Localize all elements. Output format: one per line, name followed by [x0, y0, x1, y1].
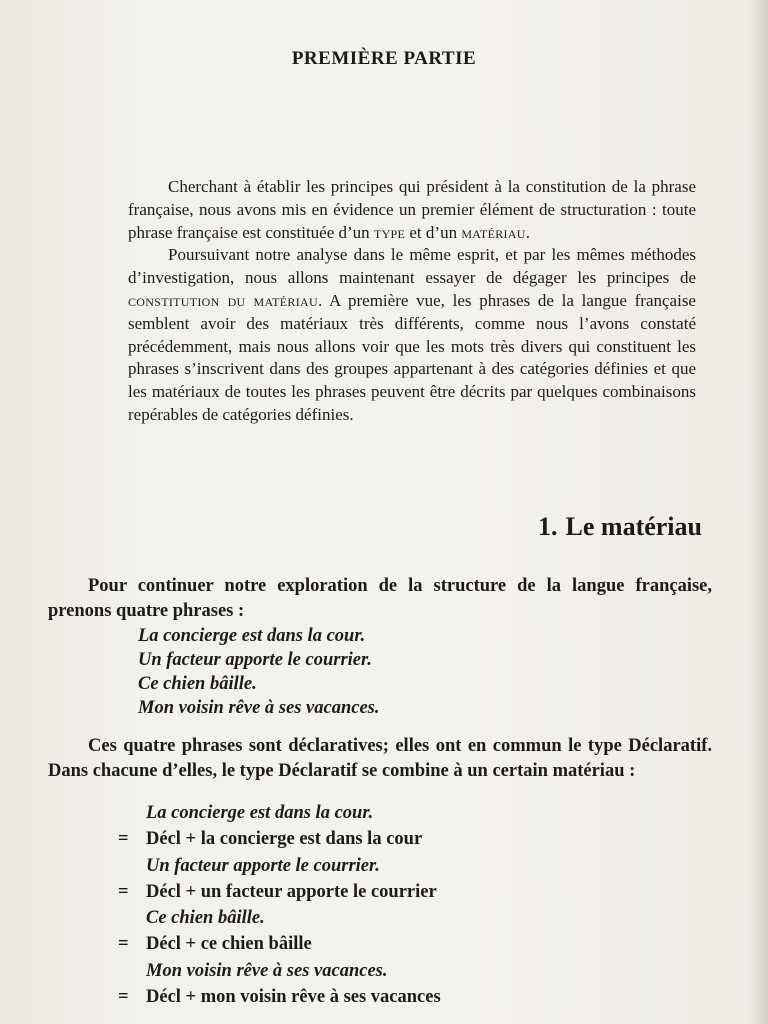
example-sentence: Un facteur apporte le courrier. — [138, 650, 372, 670]
analysis-list — [118, 800, 441, 1010]
example-sentence: La concierge est dans la cour. — [138, 626, 366, 646]
intro-text — [128, 176, 696, 427]
analysis-formula-row — [118, 984, 441, 1010]
equals-sign: = — [118, 829, 129, 850]
analysis-formula: Décl + mon voisin rêve à ses vacances — [146, 987, 441, 1008]
intro-p2-text-b: . A première vue, les phrases de la langue française semblent avoir des matériaux très différents, comme nous l’avons constaté précédemment, mais nous allons voir que les mots très divers qui constituent les phrases s’inscrivent dans des groupes appartenant à des catégories définies et que les matériaux de toutes les phrases peuvent être décrits par quelques combinaisons repérables de catégories définies. — [128, 290, 696, 424]
intro-p1-text-a: Cherchant à établir les principes qui président à la constitution de la phrase française, nous avons mis en évidence un premier élément de structuration : toute phrase française est constituée d’un — [128, 177, 696, 242]
analysis-formula: Décl + ce chien bâille — [146, 934, 312, 955]
equals-sign: = — [118, 987, 129, 1008]
analysis-sentence: Mon voisin rêve à ses vacances. — [146, 960, 388, 981]
intro-p1-text-c: . — [525, 222, 530, 242]
example-sentence: Mon voisin rêve à ses vacances. — [138, 698, 380, 718]
intro-p2-text-a: Poursuivant notre analyse dans le même esprit, et par les mêmes méthodes d’investigation, nous allons maintenant essayer de dégager les principes de — [128, 245, 696, 288]
analysis-formula-row — [118, 879, 441, 905]
example-sentences — [138, 624, 380, 720]
term-type: type — [373, 222, 406, 242]
analysis-sentence: Ce chien bâille. — [146, 908, 265, 929]
lead-paragraph-1 — [48, 574, 712, 624]
analysis-formula: Décl + la concierge est dans la cour — [146, 829, 423, 850]
analysis-sentence: Un facteur apporte le courrier. — [146, 855, 380, 876]
equals-sign: = — [118, 881, 129, 902]
section-heading — [538, 512, 702, 542]
intro-p1-text-b: et d’un — [405, 222, 462, 242]
intro-paragraph-1 — [128, 176, 696, 244]
term-constitution-du-materiau: constitution du matériau — [128, 290, 318, 310]
section-number: 1. — [538, 512, 558, 541]
intro-paragraph-2 — [128, 244, 696, 426]
lead-2-text: Ces quatre phrases sont déclaratives; elles ont en commun le type Déclaratif. Dans chacune d’elles, le type Déclaratif se combine à un certain matériau : — [48, 736, 712, 781]
example-sentence: Ce chien bâille. — [138, 674, 257, 694]
analysis-sentence: La concierge est dans la cour. — [146, 803, 374, 823]
page-edge-shadow — [750, 0, 768, 1024]
analysis-formula: Décl + un facteur apporte le courrier — [146, 881, 437, 902]
analysis-formula-row — [118, 931, 441, 957]
term-materiau: matériau — [461, 222, 526, 242]
part-title: PREMIÈRE PARTIE — [291, 48, 477, 69]
analysis-formula-row — [118, 826, 441, 852]
lead-1-text: Pour continuer notre exploration de la structure de la langue française, prenons quatre phrases : — [48, 576, 712, 621]
section-title: Le matériau — [565, 512, 702, 541]
lead-paragraph-2 — [48, 734, 712, 784]
equals-sign: = — [118, 934, 129, 955]
